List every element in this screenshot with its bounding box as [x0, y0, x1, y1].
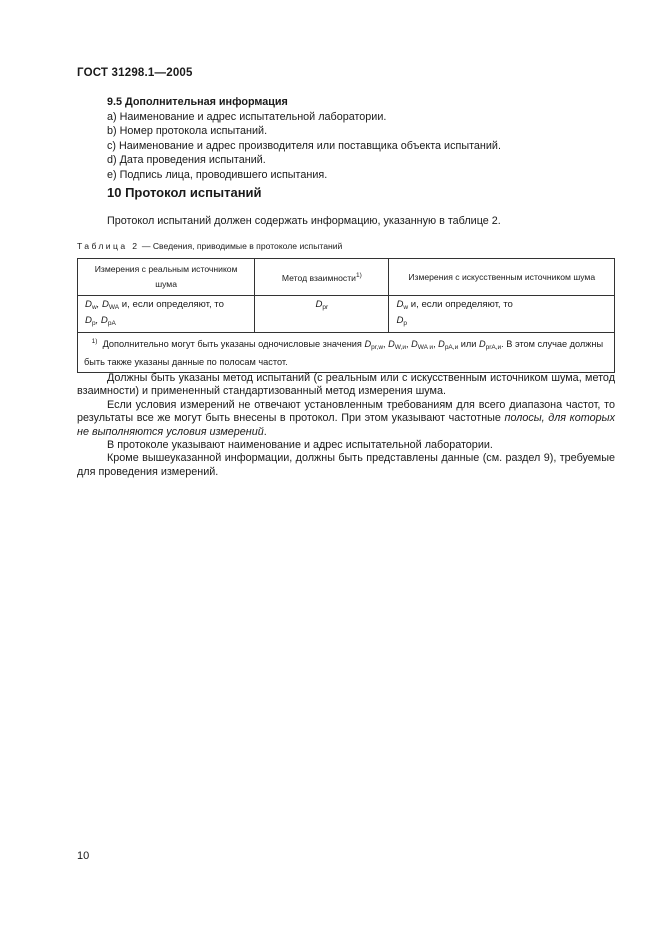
- table-cell-artificial-source: $D_w$ и, если определяют, то $D_p$: [389, 296, 615, 333]
- table-caption: [77, 241, 342, 251]
- page-number: 10: [77, 850, 90, 862]
- table-footnote-row: [78, 333, 615, 373]
- paragraph: Если условия измерений не отвечают установленным требованиям для всего диапазона частот, то результаты все же могут быть внесены в протокол. При этом указывают частотные полосы, для которых не выполняются условия измерений.: [77, 398, 615, 438]
- list-item: c) Наименование и адрес производителя или поставщика объекта испытаний.: [107, 139, 501, 152]
- section-title: 9.5 Дополнительная информация: [107, 96, 288, 108]
- list-item: d) Дата проведения испытаний.: [107, 154, 266, 167]
- table-header-real-source: Измерения с реальным источником шума: [78, 259, 255, 296]
- table-2: [77, 258, 615, 373]
- body-text: [77, 372, 615, 479]
- table-caption-label: Таблица 2: [77, 241, 140, 251]
- list-item: b) Номер протокола испытаний.: [107, 125, 268, 138]
- paragraph: Должны быть указаны метод испытаний (с реальным или с искусственным источником шума, метод взаимности) и примененный стандартизованный метод измерения шума.: [77, 372, 615, 398]
- list-item: a) Наименование и адрес испытательной лаборатории.: [107, 110, 387, 123]
- paragraph: Кроме вышеуказанной информации, должны быть представлены данные (см. раздел 9), требуемые для проведения измерений.: [77, 452, 615, 478]
- table-cell-reciprocity: $D_{pr}$: [255, 296, 389, 333]
- paragraph: В протоколе указывают наименование и адрес испытательной лаборатории.: [107, 439, 493, 452]
- document-header: ГОСТ 31298.1—2005: [77, 67, 193, 79]
- list-item: e) Подпись лица, проводившего испытания.: [107, 168, 328, 181]
- table-cell-real-source: $D_w$, $D_{WA}$ и, если определяют, то $D_p$, $D_{pA}$: [78, 296, 255, 333]
- section-10-intro: Протокол испытаний должен содержать информацию, указанную в таблице 2.: [107, 215, 501, 227]
- section-9-5: [107, 95, 587, 183]
- section-10-heading: 10 Протокол испытаний: [107, 185, 262, 200]
- table-header-reciprocity: Метод взаимности$^{1)}$: [255, 259, 389, 296]
- table-header-artificial-source: Измерения с искусственным источником шума: [389, 259, 615, 296]
- table-row: [78, 296, 615, 333]
- table-footnote: $^{1)}$ Дополнительно могут быть указаны одночисловые значения $D_{pr,w}$, $D_{W,и}$, $D_{WA и}$, $D_{pA,и}$ или $D_{prA,и}$. В этом случае должны быть также указаны данные по полосам частот.: [78, 333, 615, 373]
- table-caption-text: — Сведения, приводимые в протоколе испытаний: [139, 241, 343, 251]
- table-header-row: [78, 259, 615, 296]
